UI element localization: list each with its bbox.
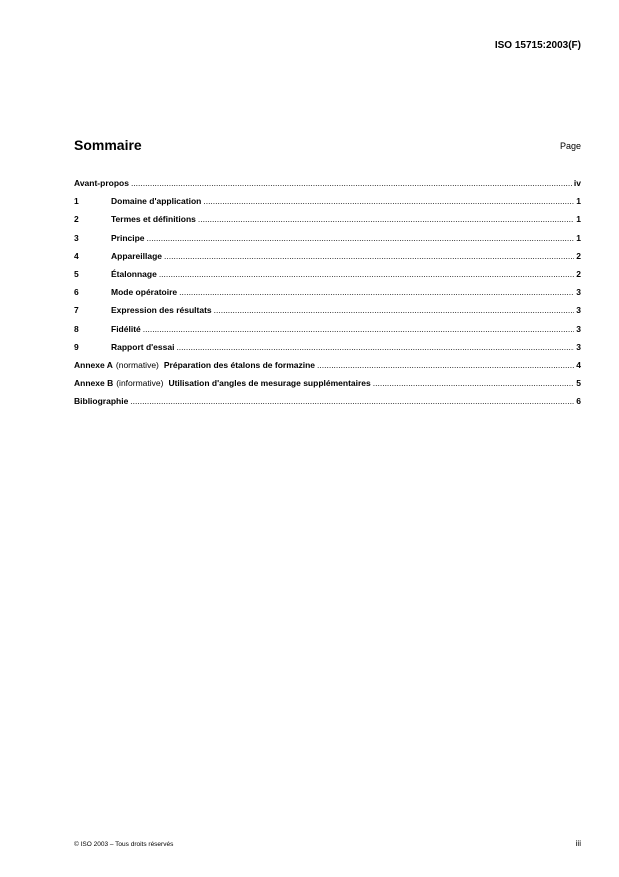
toc-leader [203, 196, 574, 206]
toc-entry-text: Avant-propos [74, 178, 129, 188]
toc-leader [147, 233, 575, 243]
toc-entry-number: 3 [74, 232, 79, 243]
toc-leader [317, 360, 574, 370]
toc-entry[interactable] [74, 324, 581, 342]
toc-annex-entry[interactable] [74, 378, 581, 396]
toc-entry-number: 4 [74, 250, 79, 261]
toc-leader [143, 324, 575, 334]
toc-entry-page: 2 [576, 250, 581, 261]
toc-entry-page: iv [573, 178, 581, 188]
toc-entry-avant-propos[interactable] [74, 178, 581, 196]
toc-entry-page: 1 [576, 214, 581, 225]
toc-entry-text: Mode opératoire [111, 287, 178, 298]
toc-entry-page: 2 [576, 268, 581, 279]
toc-entry-text: Expression des résultats [111, 305, 212, 316]
toc-title: Sommaire [74, 137, 142, 153]
footer-page-number: iii [575, 839, 581, 848]
toc-entry-text: Fidélité [111, 323, 141, 334]
toc-annex-label: Annexe A [74, 359, 113, 370]
toc-annex-title: Utilisation d'angles de mesurage supplémentaires [168, 378, 371, 389]
toc-leader [159, 269, 574, 279]
toc-leader [214, 305, 575, 315]
toc-entry-text: Appareillage [111, 250, 163, 261]
toc-leader [198, 214, 574, 224]
toc-leader [373, 378, 575, 388]
toc-entry-bibliographie[interactable] [74, 396, 581, 414]
toc-entry-number: 9 [74, 341, 79, 352]
toc-leader [179, 287, 574, 297]
toc-entry-page: 6 [576, 396, 581, 407]
toc-entry-text: Étalonnage [111, 268, 157, 279]
toc-entry[interactable] [74, 214, 581, 232]
toc-entry-text: Rapport d'essai [111, 341, 175, 352]
toc-annex-label: Annexe B [74, 378, 114, 389]
toc-annex-type: (informative) [116, 378, 164, 389]
header-reference: ISO 15715:2003(F) [494, 40, 581, 51]
toc-annex-entry[interactable] [74, 360, 581, 378]
toc-leader [131, 178, 572, 188]
toc-entry[interactable] [74, 287, 581, 305]
toc-leader [130, 396, 574, 406]
toc-entry-number: 2 [74, 214, 79, 225]
toc-annex-title: Préparation des étalons de formazine [163, 359, 316, 370]
toc-entry[interactable] [74, 196, 581, 214]
toc-entry-page: 1 [576, 196, 581, 207]
toc-entry-page: 4 [576, 359, 581, 370]
toc-entry[interactable] [74, 269, 581, 287]
toc-entry-number: 5 [74, 268, 79, 279]
toc-entry-page: 1 [576, 232, 581, 243]
toc-entry[interactable] [74, 305, 581, 323]
toc-leader [176, 342, 574, 352]
toc-entry-page: 3 [576, 305, 581, 316]
toc-entry-page: 5 [576, 378, 581, 389]
toc-entry-text: Termes et définitions [111, 214, 196, 225]
toc-entry-number: 7 [74, 305, 79, 316]
toc-leader [164, 251, 574, 261]
toc-entry[interactable] [74, 251, 581, 269]
footer-copyright: © ISO 2003 – Tous droits réservés [74, 841, 174, 848]
toc-entry-number: 1 [74, 196, 79, 207]
table-of-contents [74, 178, 581, 414]
toc-entry-number: 8 [74, 323, 79, 334]
toc-entry-page: 3 [576, 323, 581, 334]
toc-page-label: Page [559, 141, 581, 151]
toc-entry-page: 3 [576, 341, 581, 352]
toc-entry[interactable] [74, 342, 581, 360]
toc-entry-text: Domaine d'application [111, 196, 202, 207]
toc-entry[interactable] [74, 233, 581, 251]
toc-entry-text: Principe [111, 232, 145, 243]
toc-entry-number: 6 [74, 287, 79, 298]
toc-entry-text: Bibliographie [74, 396, 129, 407]
toc-annex-type: (normative) [115, 359, 159, 370]
toc-entry-page: 3 [576, 287, 581, 298]
